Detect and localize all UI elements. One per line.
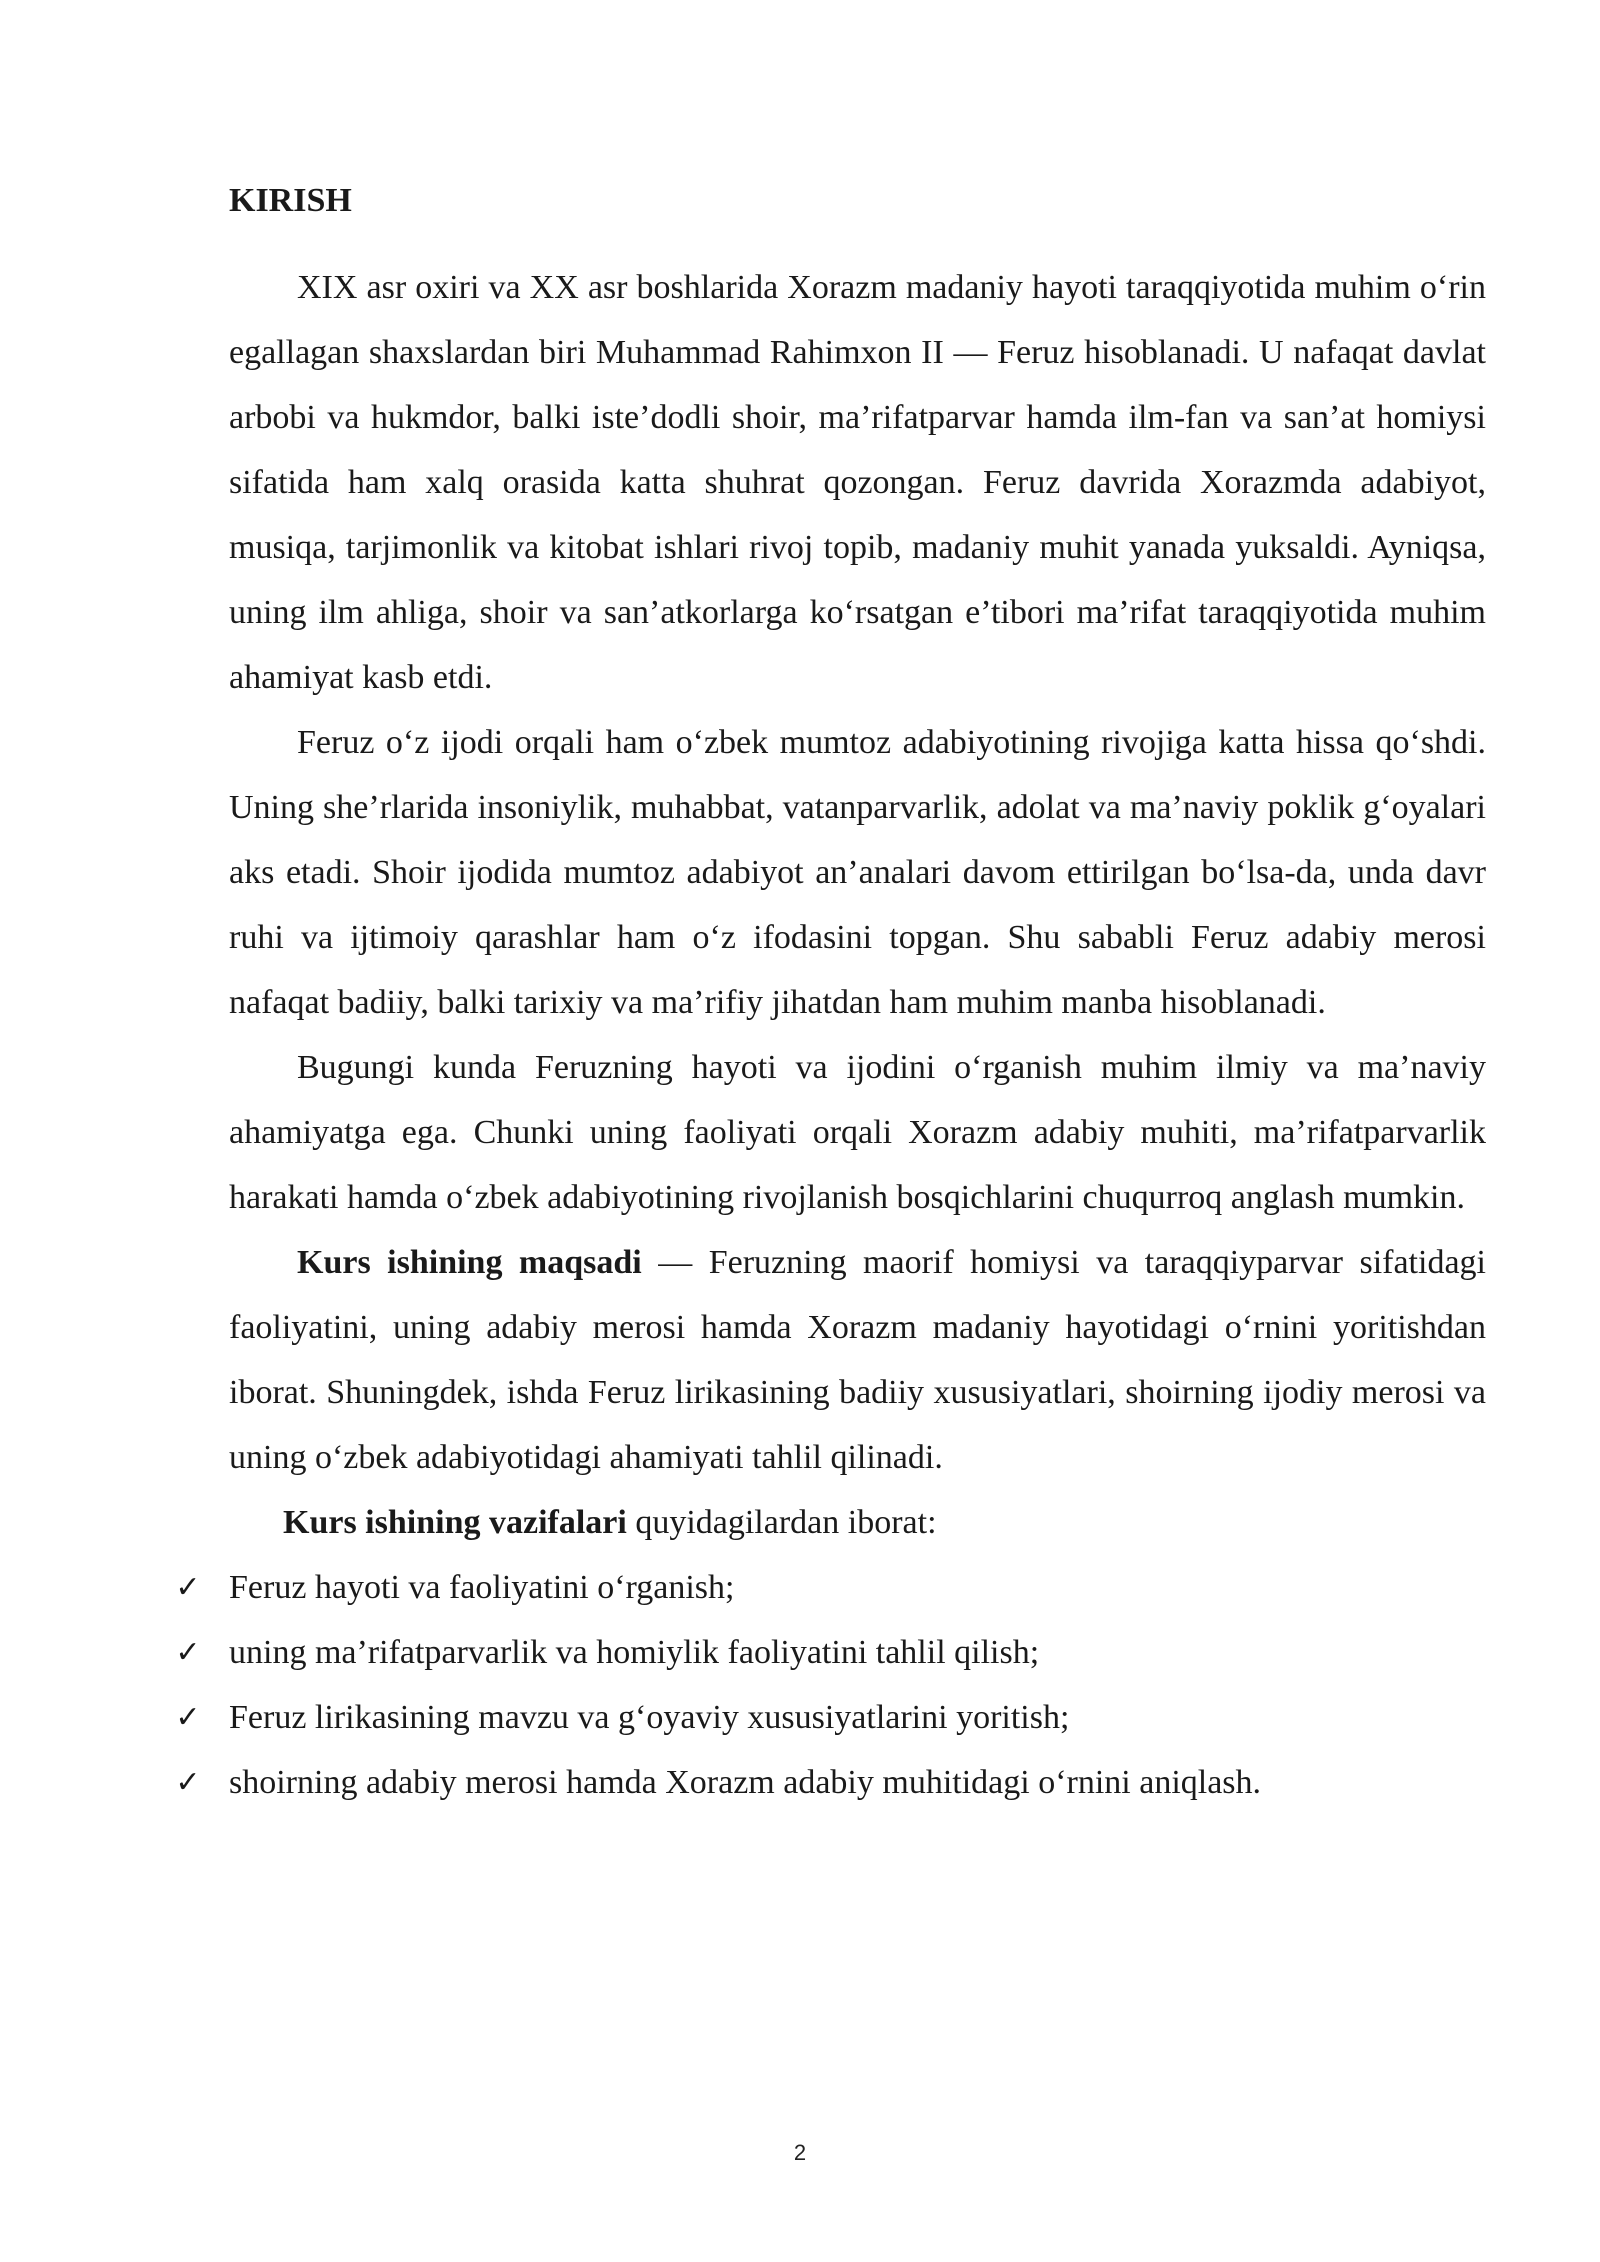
task-text: shoirning adabiy merosi hamda Xorazm adabiy muhitidagi o‘rnini aniqlash. (229, 1764, 1262, 1801)
list-item (175, 1620, 1486, 1685)
list-item (175, 1685, 1486, 1750)
page-content (175, 168, 1486, 1815)
checkmark-icon: ✓ (175, 1635, 201, 1670)
section-heading: KIRISH (229, 182, 352, 219)
goal-label: Kurs ishining maqsadi (297, 1244, 642, 1281)
checkmark-icon: ✓ (175, 1765, 201, 1800)
list-item (175, 1750, 1486, 1815)
goal-text: — Feruzning maorif homiysi va taraqqiyparvar sifatidagi faoliyatini, uning adabiy merosi hamda Xorazm madaniy hayotidagi o‘rnini yoritishdan iborat. Shuningdek, ishda Feruz lirikasining badiiy xususiyatlari, shoirning ijodiy merosi va uning o‘zbek adabiyotidagi ahamiyati tahlil qilinadi. (229, 1244, 1486, 1476)
intro-paragraph-1: XIX asr oxiri va XX asr boshlarida Xorazm madaniy hayoti taraqqiyotida muhim o‘rin egallagan shaxslardan biri Muhammad Rahimxon II — Feruz hisoblanadi. U nafaqat davlat arbobi va hukmdor, balki iste’dodli shoir, ma’rifatparvar hamda ilm-fan va san’at homiysi sifatida ham xalq orasida katta shuhrat qozongan. Feruz davrida Xorazmda adabiyot, musiqa, tarjimonlik va kitobat ishlari rivoj topib, madaniy muhit yanada yuksaldi. Ayniqsa, uning ilm ahliga, shoir va san’atkorlarga ko‘rsatgan e’tibori ma’rifat taraqqiyotida muhim ahamiyat kasb etdi. (229, 269, 1486, 696)
checkmark-icon: ✓ (175, 1570, 201, 1605)
list-item (175, 1555, 1486, 1620)
checkmark-icon: ✓ (175, 1700, 201, 1735)
page-number: 2 (793, 2140, 807, 2165)
intro-paragraph-3: Bugungi kunda Feruzning hayoti va ijodini o‘rganish muhim ilmiy va ma’naviy ahamiyatga ega. Chunki uning faoliyati orqali Xorazm adabiy muhiti, ma’rifatparvarlik harakati hamda o‘zbek adabiyotining rivojlanish bosqichlarini chuqurroq anglash mumkin. (229, 1049, 1486, 1216)
tasks-label: Kurs ishining vazifalari (283, 1504, 627, 1541)
task-text: Feruz hayoti va faoliyatini o‘rganish; (229, 1569, 735, 1606)
tasks-intro (229, 1490, 1486, 1555)
tasks-list (175, 1555, 1486, 1815)
task-text: uning ma’rifatparvarlik va homiylik faoliyatini tahlil qilish; (229, 1634, 1040, 1671)
goal-paragraph (229, 1230, 1486, 1490)
intro-paragraph-2: Feruz o‘z ijodi orqali ham o‘zbek mumtoz adabiyotining rivojiga katta hissa qo‘shdi. Uning she’rlarida insoniylik, muhabbat, vatanparvarlik, adolat va ma’naviy poklik g‘oyalari aks etadi. Shoir ijodida mumtoz adabiyot an’analari davom ettirilgan bo‘lsa-da, unda davr ruhi va ijtimoiy qarashlar ham o‘z ifodasini topgan. Shu sababli Feruz adabiy merosi nafaqat badiiy, balki tarixiy va ma’rifiy jihatdan ham muhim manba hisoblanadi. (229, 724, 1486, 1021)
tasks-intro-text: quyidagilardan iborat: (626, 1504, 937, 1541)
task-text: Feruz lirikasining mavzu va g‘oyaviy xususiyatlarini yoritish; (229, 1699, 1070, 1736)
